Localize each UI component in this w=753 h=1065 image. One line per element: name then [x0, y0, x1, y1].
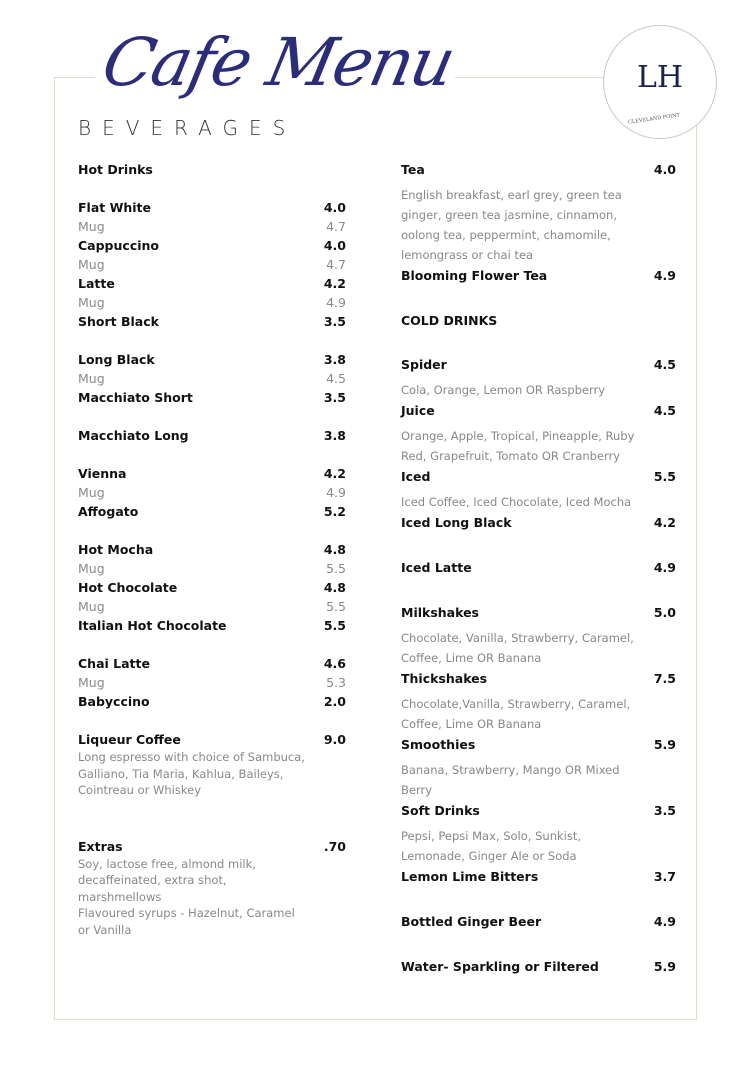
item-name: Affogato [78, 504, 139, 519]
item-price: 4.0 [323, 200, 346, 215]
item-name: Italian Hot Chocolate [78, 618, 227, 633]
menu-item [78, 673, 346, 692]
menu-item [78, 837, 346, 856]
description-line: Coffee, Lime OR Banana [401, 717, 542, 731]
item-description: decaffeinated, extra shot, [78, 873, 227, 887]
menu-item [78, 502, 346, 521]
item-description: Long espresso with choice of Sambuca, [78, 750, 305, 764]
item-price: 3.7 [653, 869, 676, 884]
description-line: oolong tea, peppermint, chamomile, [401, 228, 611, 242]
description-line: English breakfast, earl grey, green tea [401, 188, 622, 202]
menu-title: Cafe Menu [88, 18, 467, 108]
item-name: Juice [401, 403, 435, 418]
menu-item [401, 160, 676, 180]
description-line: ginger, green tea jasmine, cinnamon, [401, 208, 617, 222]
item-price: 4.2 [323, 466, 346, 481]
item-name: Iced [401, 469, 431, 484]
item-name: Macchiato Short [78, 390, 193, 405]
item-price: 4.0 [323, 238, 346, 253]
item-name: Liqueur Coffee [78, 732, 181, 747]
menu-item [78, 350, 346, 369]
item-name: Vienna [78, 466, 127, 481]
menu-item [78, 540, 346, 559]
item-price: .70 [323, 838, 346, 854]
item-price: 7.5 [653, 671, 676, 686]
description-line: Chocolate, Vanilla, Strawberry, Caramel, [401, 631, 634, 645]
item-name: Flat White [78, 200, 152, 215]
item-name: Short Black [78, 314, 159, 329]
item-price: 4.9 [326, 485, 346, 500]
item-name: Babyccino [78, 694, 150, 709]
item-description [401, 760, 676, 800]
item-price: 4.8 [323, 542, 346, 557]
item-price: 4.5 [653, 403, 676, 418]
item-name: Hot Mocha [78, 542, 154, 557]
item-description [401, 826, 676, 866]
item-name: Hot Chocolate [78, 580, 178, 595]
menu-item [78, 217, 346, 236]
item-description [401, 628, 676, 668]
item-name: Soft Drinks [401, 803, 480, 818]
item-name: Extras [78, 838, 123, 854]
cold-drinks-heading: COLD DRINKS [401, 313, 498, 328]
item-name: Mug [78, 599, 105, 614]
item-price: 5.5 [326, 561, 346, 576]
item-price: 5.2 [323, 504, 346, 519]
item-name: Smoothies [401, 737, 476, 752]
item-price: 3.8 [323, 428, 346, 443]
menu-item [401, 735, 676, 755]
menu-item [401, 957, 676, 977]
description-line: Orange, Apple, Tropical, Pineapple, Ruby [401, 429, 635, 443]
menu-item [78, 464, 346, 483]
item-name: Mug [78, 219, 105, 234]
item-price: 5.9 [653, 737, 676, 752]
item-name: Macchiato Long [78, 428, 189, 443]
item-name: Milkshakes [401, 605, 479, 620]
menu-item [78, 578, 346, 597]
item-description: Flavoured syrups - Hazelnut, Caramel [78, 906, 295, 920]
menu-item [78, 388, 346, 407]
menu-item [401, 558, 676, 578]
item-price: 4.7 [326, 219, 346, 234]
menu-item [78, 255, 346, 274]
item-price: 3.8 [323, 352, 346, 367]
menu-item [78, 426, 346, 445]
item-name: Bottled Ginger Beer [401, 914, 542, 929]
menu-item [401, 867, 676, 887]
tea-cold-drinks-column [401, 160, 676, 977]
item-name: Mug [78, 675, 105, 690]
menu-item [78, 597, 346, 616]
item-description: Cointreau or Whiskey [78, 783, 201, 797]
logo [603, 25, 717, 139]
item-name: Mug [78, 561, 105, 576]
description-line: Chocolate,Vanilla, Strawberry, Caramel, [401, 697, 631, 711]
item-name: Lemon Lime Bitters [401, 869, 539, 884]
hot-drinks-heading: Hot Drinks [78, 162, 153, 177]
item-price: 5.9 [653, 959, 676, 974]
menu-item [401, 603, 676, 623]
item-name: Mug [78, 371, 105, 386]
item-description: Soy, lactose free, almond milk, [78, 856, 256, 871]
item-name: Tea [401, 162, 425, 177]
item-price: 4.9 [326, 295, 346, 310]
logo-initials: LH [636, 60, 684, 95]
logo-tagline: CLEVELAND POINT [627, 112, 681, 126]
menu-item [78, 198, 346, 217]
item-description: or Vanilla [78, 922, 132, 937]
description-line: Berry [401, 783, 433, 797]
item-name: Iced Latte [401, 560, 472, 575]
menu-item [78, 274, 346, 293]
item-description [401, 492, 676, 512]
menu-item [401, 266, 676, 286]
menu-item [78, 293, 346, 312]
item-description [401, 185, 676, 265]
item-description [401, 694, 676, 734]
item-price: 4.9 [653, 560, 676, 575]
item-description [401, 380, 676, 400]
menu-item [401, 912, 676, 932]
menu-item [401, 401, 676, 421]
menu-item [78, 369, 346, 388]
description-line: Coffee, Lime OR Banana [401, 651, 542, 665]
item-description [401, 426, 676, 466]
item-price: 4.0 [653, 162, 676, 177]
item-name: Mug [78, 485, 105, 500]
menu-item [401, 513, 676, 533]
item-name: Blooming Flower Tea [401, 268, 548, 283]
item-price: 3.5 [653, 803, 676, 818]
item-name: Cappuccino [78, 238, 159, 253]
item-name: Chai Latte [78, 656, 150, 671]
menu-item [78, 654, 346, 673]
description-line: Iced Coffee, Iced Chocolate, Iced Mocha [401, 495, 632, 509]
item-price: 5.5 [326, 599, 346, 614]
item-price: 4.5 [653, 357, 676, 372]
menu-item [78, 616, 346, 635]
menu-item [401, 801, 676, 821]
item-price: 5.0 [653, 605, 676, 620]
menu-item [401, 467, 676, 487]
item-price: 5.5 [323, 618, 346, 633]
item-price: 4.2 [653, 515, 676, 530]
item-price: 5.5 [653, 469, 676, 484]
item-price: 9.0 [323, 732, 346, 747]
item-price: 5.3 [326, 675, 346, 690]
menu-item [401, 669, 676, 689]
menu-item [78, 312, 346, 331]
item-price: 3.5 [323, 390, 346, 405]
item-price: 4.7 [326, 257, 346, 272]
menu-item [78, 559, 346, 578]
item-price: 4.8 [323, 580, 346, 595]
item-name: Long Black [78, 352, 155, 367]
item-name: Spider [401, 357, 447, 372]
item-name: Mug [78, 257, 105, 272]
item-price: 4.5 [326, 371, 346, 386]
item-name: Latte [78, 276, 115, 291]
description-line: Red, Grapefruit, Tomato OR Cranberry [401, 449, 621, 463]
menu-item [401, 355, 676, 375]
item-description: marshmellows [78, 889, 162, 904]
item-name: Iced Long Black [401, 515, 512, 530]
item-name: Water- Sparkling or Filtered [401, 959, 599, 974]
description-line: Pepsi, Pepsi Max, Solo, Sunkist, [401, 829, 581, 843]
item-price: 4.9 [653, 268, 676, 283]
hot-drinks-column [78, 160, 346, 938]
item-price: 4.2 [323, 276, 346, 291]
menu-item [78, 483, 346, 502]
item-description: Galliano, Tia Maria, Kahlua, Baileys, [78, 766, 284, 781]
menu-item [78, 692, 346, 711]
section-title: BEVERAGES [78, 116, 297, 140]
description-line: Banana, Strawberry, Mango OR Mixed [401, 763, 620, 777]
item-name: Thickshakes [401, 671, 488, 686]
item-name: Mug [78, 295, 105, 310]
description-line: lemongrass or chai tea [401, 248, 534, 262]
menu-item [78, 730, 346, 749]
item-price: 2.0 [323, 694, 346, 709]
item-price: 3.5 [323, 314, 346, 329]
description-line: Cola, Orange, Lemon OR Raspberry [401, 383, 606, 397]
menu-item [78, 236, 346, 255]
description-line: Lemonade, Ginger Ale or Soda [401, 849, 577, 863]
item-price: 4.9 [653, 914, 676, 929]
item-price: 4.6 [323, 656, 346, 671]
